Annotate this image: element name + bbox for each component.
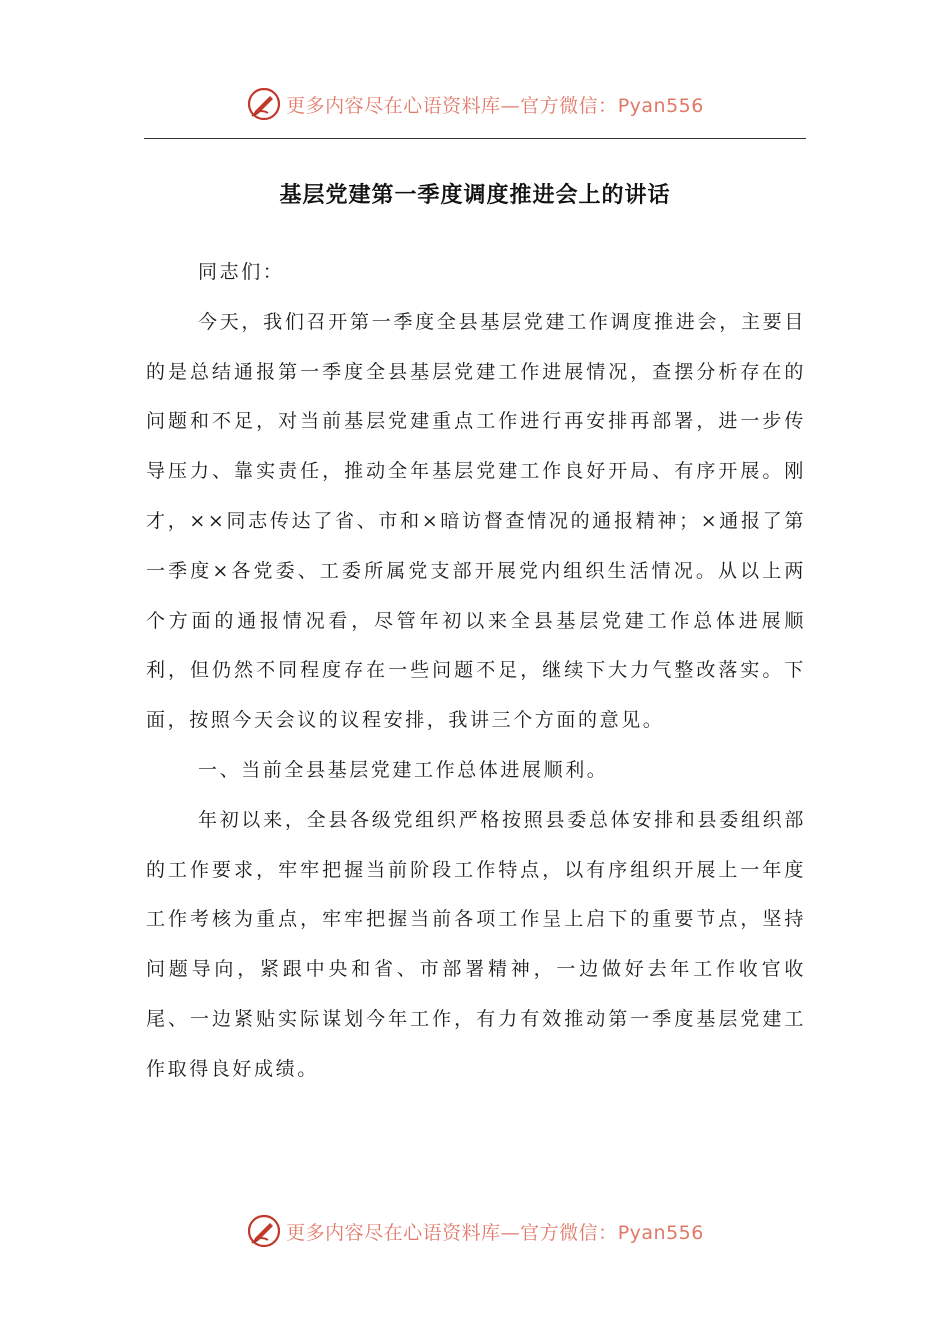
paragraph-2: 年初以来，全县各级党组织严格按照县委总体安排和县委组织部的工作要求，牢牢把握当前阶段工作特点，以有序组织开展上一年度工作考核为重点，牢牢把握当前各项工作呈上启下的重要节点，坚持问题导向，紧跟中央和省、市部署精神，一边做好去年工作收官收尾、一边紧贴实际谋划今年工作，有力有效推动第一季度基层党建工作取得良好成绩。 <box>146 808 806 1080</box>
section-heading-1: 一、当前全县基层党建工作总体进展顺利。 <box>198 758 609 781</box>
pen-logo-icon <box>246 1213 282 1249</box>
watermark-text: 更多内容尽在心语资料库—官方微信：Pyan556 <box>286 94 704 117</box>
document-title: 基层党建第一季度调度推进会上的讲话 <box>279 183 671 208</box>
header-divider <box>144 138 806 139</box>
watermark-text: 更多内容尽在心语资料库—官方微信：Pyan556 <box>286 1221 704 1244</box>
document-body <box>146 248 806 1095</box>
pen-logo-icon <box>246 86 282 122</box>
footer-watermark <box>0 1209 950 1253</box>
salutation: 同志们： <box>198 261 285 283</box>
paragraph-1: 今天，我们召开第一季度全县基层党建工作调度推进会，主要目的是总结通报第一季度全县基层党建工作进展情况，查摆分析存在的问题和不足，对当前基层党建重点工作进行再安排再部署，进一步传导压力、靠实责任，推动全年基层党建工作良好开局、有序开展。刚才，××同志传达了省、市和×暗访督查情况的通报精神；×通报了第一季度×各党委、工委所属党支部开展党内组织生活情况。从以上两个方面的通报情况看，尽管年初以来全县基层党建工作总体进展顺利，但仍然不同程度存在一些问题不足，继续下大力气整改落实。下面，按照今天会议的议程安排，我讲三个方面的意见。 <box>146 310 806 732</box>
header-watermark <box>0 82 950 126</box>
